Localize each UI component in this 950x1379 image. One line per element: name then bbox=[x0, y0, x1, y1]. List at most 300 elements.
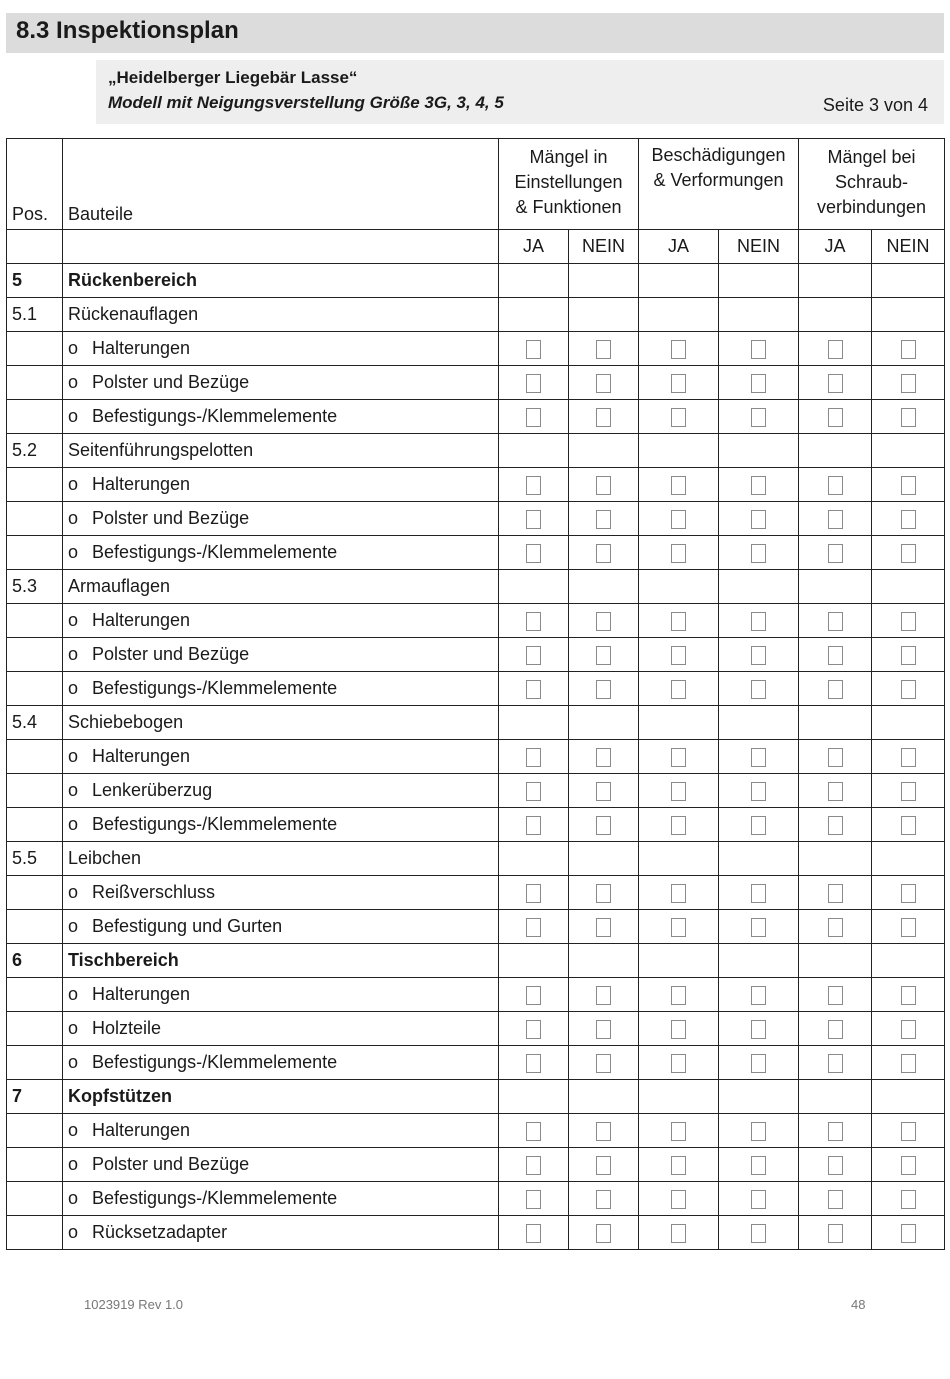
yes-cell bbox=[499, 1046, 569, 1080]
checkbox[interactable] bbox=[596, 408, 611, 427]
part-cell bbox=[63, 978, 499, 1012]
checkbox[interactable] bbox=[596, 374, 611, 393]
checkbox[interactable] bbox=[901, 1224, 916, 1243]
item-row bbox=[7, 978, 945, 1012]
checkbox[interactable] bbox=[526, 612, 541, 631]
yes-cell bbox=[499, 1182, 569, 1216]
checkbox[interactable] bbox=[901, 408, 916, 427]
checkbox[interactable] bbox=[596, 1020, 611, 1039]
checkbox[interactable] bbox=[828, 1122, 843, 1141]
no-cell bbox=[719, 400, 799, 434]
checkbox[interactable] bbox=[901, 748, 916, 767]
yes-cell bbox=[799, 332, 872, 366]
no-cell bbox=[569, 978, 639, 1012]
empty-cell bbox=[569, 434, 639, 468]
checkbox[interactable] bbox=[671, 1020, 686, 1039]
item-row bbox=[7, 876, 945, 910]
checkbox[interactable] bbox=[671, 544, 686, 563]
checkbox[interactable] bbox=[828, 544, 843, 563]
section-row bbox=[7, 944, 945, 978]
checkbox[interactable] bbox=[671, 1122, 686, 1141]
no-cell bbox=[719, 672, 799, 706]
part-cell: Tischbereich bbox=[63, 944, 499, 978]
empty-cell bbox=[872, 434, 945, 468]
pos-cell: 5.1 bbox=[7, 298, 63, 332]
yes-cell bbox=[799, 774, 872, 808]
checkbox[interactable] bbox=[901, 918, 916, 937]
no-cell bbox=[719, 740, 799, 774]
empty-cell bbox=[639, 434, 719, 468]
yes-cell bbox=[799, 536, 872, 570]
checkbox[interactable] bbox=[751, 510, 766, 529]
empty-cell bbox=[639, 570, 719, 604]
part-cell bbox=[63, 910, 499, 944]
checkbox[interactable] bbox=[596, 646, 611, 665]
part-label: Halterungen bbox=[92, 1120, 191, 1140]
group-header-line: Schraub- bbox=[834, 171, 909, 192]
checkbox[interactable] bbox=[526, 544, 541, 563]
checkbox[interactable] bbox=[671, 918, 686, 937]
subsection-row bbox=[7, 706, 945, 740]
no-cell bbox=[719, 604, 799, 638]
checkbox[interactable] bbox=[671, 476, 686, 495]
part-label: Befestigungs-/Klemmelemente bbox=[92, 406, 338, 426]
yes-cell bbox=[799, 1182, 872, 1216]
checkbox[interactable] bbox=[526, 986, 541, 1005]
bullet-marker: o bbox=[68, 508, 79, 528]
checkbox[interactable] bbox=[526, 1020, 541, 1039]
checkbox[interactable] bbox=[596, 612, 611, 631]
yes-cell bbox=[499, 672, 569, 706]
checkbox[interactable] bbox=[901, 476, 916, 495]
part-cell bbox=[63, 1216, 499, 1250]
yes-cell bbox=[639, 400, 719, 434]
yes-cell bbox=[499, 1012, 569, 1046]
subsection-row bbox=[7, 298, 945, 332]
no-cell bbox=[872, 604, 945, 638]
checkbox[interactable] bbox=[751, 782, 766, 801]
empty-cell bbox=[719, 434, 799, 468]
checkbox[interactable] bbox=[596, 1122, 611, 1141]
yes-cell bbox=[799, 1046, 872, 1080]
checkbox[interactable] bbox=[526, 340, 541, 359]
checkbox[interactable] bbox=[828, 748, 843, 767]
empty-cell bbox=[569, 298, 639, 332]
bullet-marker: o bbox=[68, 1154, 79, 1174]
part-label: Reißverschluss bbox=[92, 882, 216, 902]
yes-cell bbox=[639, 536, 719, 570]
no-cell bbox=[872, 876, 945, 910]
checkbox[interactable] bbox=[671, 646, 686, 665]
checkbox[interactable] bbox=[671, 986, 686, 1005]
checkbox[interactable] bbox=[671, 408, 686, 427]
no-cell bbox=[569, 1216, 639, 1250]
checkbox[interactable] bbox=[828, 918, 843, 937]
checkbox[interactable] bbox=[751, 1224, 766, 1243]
checkbox[interactable] bbox=[751, 1020, 766, 1039]
part-label: Halterungen bbox=[92, 984, 191, 1004]
no-cell bbox=[569, 910, 639, 944]
no-cell bbox=[569, 400, 639, 434]
empty-cell bbox=[872, 842, 945, 876]
empty-cell bbox=[569, 706, 639, 740]
no-cell bbox=[719, 1216, 799, 1250]
group-header-line: & Verformungen bbox=[653, 170, 784, 190]
empty-cell bbox=[569, 264, 639, 298]
checkbox[interactable] bbox=[671, 612, 686, 631]
item-row bbox=[7, 468, 945, 502]
checkbox[interactable] bbox=[596, 884, 611, 903]
empty-cell bbox=[799, 1080, 872, 1114]
checkbox[interactable] bbox=[526, 918, 541, 937]
no-cell bbox=[872, 910, 945, 944]
checkbox[interactable] bbox=[596, 986, 611, 1005]
part-label: Befestigungs-/Klemmelemente bbox=[92, 678, 338, 698]
checkbox[interactable] bbox=[596, 680, 611, 699]
checkbox[interactable] bbox=[671, 1190, 686, 1209]
checkbox[interactable] bbox=[671, 782, 686, 801]
checkbox[interactable] bbox=[751, 918, 766, 937]
checkbox[interactable] bbox=[671, 510, 686, 529]
bullet-marker: o bbox=[68, 984, 79, 1004]
checkbox[interactable] bbox=[671, 1156, 686, 1175]
no-cell bbox=[569, 468, 639, 502]
checkbox[interactable] bbox=[596, 1054, 611, 1073]
checkbox[interactable] bbox=[828, 340, 843, 359]
yes-cell bbox=[799, 672, 872, 706]
doc-reference: 1023919 Rev 1.0 bbox=[84, 1297, 184, 1312]
no-cell bbox=[569, 638, 639, 672]
bullet-marker: o bbox=[68, 1052, 79, 1072]
checkbox[interactable] bbox=[828, 680, 843, 699]
no-cell bbox=[569, 740, 639, 774]
part-label: Halterungen bbox=[92, 338, 191, 358]
bullet-marker: o bbox=[68, 814, 79, 834]
checkbox[interactable] bbox=[526, 1054, 541, 1073]
checkbox[interactable] bbox=[751, 748, 766, 767]
pos-cell bbox=[7, 876, 63, 910]
no-cell bbox=[872, 978, 945, 1012]
item-row bbox=[7, 400, 945, 434]
group-header-line: Beschädigungen bbox=[651, 145, 786, 165]
checkbox[interactable] bbox=[901, 374, 916, 393]
group-header-line: verbindungen bbox=[816, 196, 927, 217]
yes-cell bbox=[799, 978, 872, 1012]
no-cell bbox=[719, 332, 799, 366]
yes-cell bbox=[799, 740, 872, 774]
table-header-row bbox=[7, 139, 945, 230]
no-cell bbox=[872, 740, 945, 774]
page-number: 48 bbox=[851, 1297, 866, 1312]
no-cell bbox=[719, 876, 799, 910]
part-cell bbox=[63, 808, 499, 842]
no-cell bbox=[569, 502, 639, 536]
checkbox[interactable] bbox=[828, 1054, 843, 1073]
part-cell: Rückenbereich bbox=[63, 264, 499, 298]
checkbox[interactable] bbox=[671, 374, 686, 393]
no-cell bbox=[719, 808, 799, 842]
checkbox[interactable] bbox=[828, 1224, 843, 1243]
yes-cell bbox=[499, 366, 569, 400]
bullet-marker: o bbox=[68, 746, 79, 766]
yes-cell bbox=[499, 1216, 569, 1250]
part-cell bbox=[63, 400, 499, 434]
checkbox[interactable] bbox=[596, 544, 611, 563]
empty-cell bbox=[639, 944, 719, 978]
checkbox[interactable] bbox=[901, 544, 916, 563]
group-header-settings bbox=[499, 139, 639, 230]
checkbox[interactable] bbox=[596, 476, 611, 495]
checkbox[interactable] bbox=[751, 986, 766, 1005]
checkbox[interactable] bbox=[671, 1224, 686, 1243]
checkbox[interactable] bbox=[751, 408, 766, 427]
pos-cell bbox=[7, 1216, 63, 1250]
bullet-marker: o bbox=[68, 406, 79, 426]
checkbox[interactable] bbox=[596, 1156, 611, 1175]
checkbox[interactable] bbox=[526, 1156, 541, 1175]
checkbox[interactable] bbox=[671, 816, 686, 835]
pos-cell bbox=[7, 468, 63, 502]
part-cell bbox=[63, 366, 499, 400]
no-cell bbox=[569, 604, 639, 638]
checkbox[interactable] bbox=[828, 510, 843, 529]
checkbox[interactable] bbox=[751, 340, 766, 359]
no-cell bbox=[719, 638, 799, 672]
checkbox[interactable] bbox=[901, 816, 916, 835]
checkbox[interactable] bbox=[901, 646, 916, 665]
checkbox[interactable] bbox=[596, 918, 611, 937]
checkbox[interactable] bbox=[526, 1122, 541, 1141]
checkbox[interactable] bbox=[526, 510, 541, 529]
product-name: „Heidelberger Liegebär Lasse“ bbox=[108, 68, 358, 87]
yes-cell bbox=[799, 910, 872, 944]
checkbox[interactable] bbox=[828, 1156, 843, 1175]
checkbox[interactable] bbox=[901, 1054, 916, 1073]
no-cell bbox=[719, 366, 799, 400]
no-cell bbox=[872, 1114, 945, 1148]
checkbox[interactable] bbox=[901, 782, 916, 801]
checkbox[interactable] bbox=[751, 646, 766, 665]
empty-cell bbox=[872, 298, 945, 332]
yes-cell bbox=[499, 604, 569, 638]
part-cell bbox=[63, 502, 499, 536]
checkbox[interactable] bbox=[526, 816, 541, 835]
checkbox[interactable] bbox=[526, 646, 541, 665]
checkbox[interactable] bbox=[828, 374, 843, 393]
checkbox[interactable] bbox=[751, 680, 766, 699]
no-cell bbox=[569, 536, 639, 570]
checkbox[interactable] bbox=[526, 1224, 541, 1243]
no-cell bbox=[719, 1182, 799, 1216]
checkbox[interactable] bbox=[596, 748, 611, 767]
checkbox[interactable] bbox=[526, 1190, 541, 1209]
checkbox[interactable] bbox=[596, 1190, 611, 1209]
bullet-marker: o bbox=[68, 372, 79, 392]
checkbox[interactable] bbox=[671, 1054, 686, 1073]
checkbox[interactable] bbox=[828, 1020, 843, 1039]
no-cell bbox=[872, 468, 945, 502]
checkbox[interactable] bbox=[671, 748, 686, 767]
yes-cell bbox=[639, 1046, 719, 1080]
item-row bbox=[7, 1182, 945, 1216]
part-cell bbox=[63, 604, 499, 638]
no-cell bbox=[569, 1148, 639, 1182]
checkbox[interactable] bbox=[671, 884, 686, 903]
part-cell: Rückenauflagen bbox=[63, 298, 499, 332]
empty-cell bbox=[639, 842, 719, 876]
bullet-marker: o bbox=[68, 1120, 79, 1140]
checkbox[interactable] bbox=[526, 476, 541, 495]
empty-cell bbox=[872, 570, 945, 604]
checkbox[interactable] bbox=[526, 884, 541, 903]
pos-cell bbox=[7, 1012, 63, 1046]
part-label: Polster und Bezüge bbox=[92, 1154, 250, 1174]
no-cell bbox=[569, 1114, 639, 1148]
checkbox[interactable] bbox=[751, 816, 766, 835]
no-cell bbox=[719, 774, 799, 808]
empty-cell bbox=[499, 1080, 569, 1114]
inspection-table bbox=[6, 138, 945, 1250]
checkbox[interactable] bbox=[828, 782, 843, 801]
checkbox[interactable] bbox=[751, 612, 766, 631]
checkbox[interactable] bbox=[671, 340, 686, 359]
part-cell bbox=[63, 876, 499, 910]
checkbox[interactable] bbox=[828, 476, 843, 495]
checkbox[interactable] bbox=[828, 816, 843, 835]
no-cell bbox=[872, 774, 945, 808]
checkbox[interactable] bbox=[901, 986, 916, 1005]
part-cell bbox=[63, 1114, 499, 1148]
checkbox[interactable] bbox=[596, 1224, 611, 1243]
no-cell bbox=[872, 502, 945, 536]
empty-cell bbox=[639, 264, 719, 298]
no-cell bbox=[569, 1012, 639, 1046]
part-cell bbox=[63, 1182, 499, 1216]
checkbox[interactable] bbox=[828, 1190, 843, 1209]
product-header bbox=[96, 60, 944, 124]
checkbox[interactable] bbox=[596, 782, 611, 801]
pos-cell bbox=[7, 604, 63, 638]
part-cell: Schiebebogen bbox=[63, 706, 499, 740]
checkbox[interactable] bbox=[751, 476, 766, 495]
yes-cell bbox=[499, 774, 569, 808]
checkbox[interactable] bbox=[751, 884, 766, 903]
item-row bbox=[7, 740, 945, 774]
checkbox[interactable] bbox=[751, 1122, 766, 1141]
checkbox[interactable] bbox=[901, 340, 916, 359]
no-cell bbox=[719, 536, 799, 570]
empty-cell bbox=[569, 842, 639, 876]
no-cell bbox=[569, 808, 639, 842]
checkbox[interactable] bbox=[828, 612, 843, 631]
checkbox[interactable] bbox=[828, 884, 843, 903]
item-row bbox=[7, 604, 945, 638]
yes-cell bbox=[799, 808, 872, 842]
checkbox[interactable] bbox=[751, 1156, 766, 1175]
pos-cell bbox=[7, 502, 63, 536]
empty-cell bbox=[499, 842, 569, 876]
no-cell bbox=[569, 876, 639, 910]
part-label: Lenkerüberzug bbox=[92, 780, 213, 800]
group-header-line: Einstellungen bbox=[514, 171, 623, 192]
checkbox[interactable] bbox=[596, 340, 611, 359]
checkbox[interactable] bbox=[526, 374, 541, 393]
pos-cell: 7 bbox=[7, 1080, 63, 1114]
part-cell: Armauflagen bbox=[63, 570, 499, 604]
checkbox[interactable] bbox=[596, 816, 611, 835]
no-cell bbox=[872, 638, 945, 672]
yes-cell bbox=[799, 468, 872, 502]
empty-cell bbox=[799, 944, 872, 978]
checkbox[interactable] bbox=[751, 1054, 766, 1073]
checkbox[interactable] bbox=[671, 680, 686, 699]
model-line: Modell mit Neigungsverstellung Größe 3G, 3, 4, 5 bbox=[108, 93, 504, 112]
bullet-marker: o bbox=[68, 1188, 79, 1208]
pos-cell bbox=[7, 672, 63, 706]
checkbox[interactable] bbox=[751, 374, 766, 393]
no-cell bbox=[719, 1148, 799, 1182]
subsection-row bbox=[7, 842, 945, 876]
checkbox[interactable] bbox=[751, 1190, 766, 1209]
pos-cell: 5.4 bbox=[7, 706, 63, 740]
part-label: Halterungen bbox=[92, 746, 191, 766]
checkbox[interactable] bbox=[828, 408, 843, 427]
checkbox[interactable] bbox=[901, 1020, 916, 1039]
no-cell bbox=[872, 1046, 945, 1080]
checkbox[interactable] bbox=[526, 408, 541, 427]
part-label: Befestigungs-/Klemmelemente bbox=[92, 1052, 338, 1072]
yes-cell bbox=[499, 638, 569, 672]
checkbox[interactable] bbox=[526, 748, 541, 767]
bullet-marker: o bbox=[68, 338, 79, 358]
col-header-yes: JA bbox=[799, 230, 872, 264]
yes-cell bbox=[639, 468, 719, 502]
checkbox[interactable] bbox=[901, 510, 916, 529]
yes-cell bbox=[799, 366, 872, 400]
yes-cell bbox=[639, 1148, 719, 1182]
checkbox[interactable] bbox=[526, 680, 541, 699]
empty-cell bbox=[872, 264, 945, 298]
checkbox[interactable] bbox=[596, 510, 611, 529]
checkbox[interactable] bbox=[901, 1122, 916, 1141]
no-cell bbox=[719, 502, 799, 536]
subsection-row bbox=[7, 570, 945, 604]
part-label: Halterungen bbox=[92, 610, 191, 630]
part-cell: Leibchen bbox=[63, 842, 499, 876]
checkbox[interactable] bbox=[901, 1156, 916, 1175]
checkbox[interactable] bbox=[901, 612, 916, 631]
yes-cell bbox=[799, 1012, 872, 1046]
empty-cell bbox=[639, 298, 719, 332]
pos-cell bbox=[7, 774, 63, 808]
checkbox[interactable] bbox=[901, 884, 916, 903]
no-cell bbox=[872, 536, 945, 570]
pos-cell bbox=[7, 1182, 63, 1216]
pos-cell bbox=[7, 1114, 63, 1148]
yes-cell bbox=[639, 1114, 719, 1148]
checkbox[interactable] bbox=[901, 1190, 916, 1209]
col-header-no: NEIN bbox=[719, 230, 799, 264]
pos-cell bbox=[7, 400, 63, 434]
bullet-marker: o bbox=[68, 1222, 79, 1242]
checkbox[interactable] bbox=[751, 544, 766, 563]
checkbox[interactable] bbox=[828, 986, 843, 1005]
checkbox[interactable] bbox=[828, 646, 843, 665]
checkbox[interactable] bbox=[526, 782, 541, 801]
empty-cell bbox=[872, 944, 945, 978]
yes-cell bbox=[639, 672, 719, 706]
checkbox[interactable] bbox=[901, 680, 916, 699]
